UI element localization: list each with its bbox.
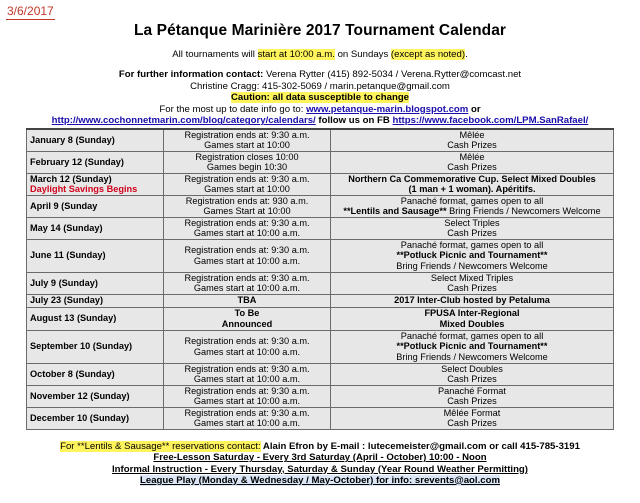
registration-line: Registration ends at: 9:30 a.m. — [184, 385, 310, 396]
start-time-highlight: start at 10:00 a.m. — [257, 49, 335, 60]
registration-line: Registration ends at: 9:30 a.m. — [184, 130, 310, 141]
registration-line: Registration ends at: 9:30 a.m. — [184, 336, 310, 347]
registration-line: Registration ends at: 9:30 a.m. — [184, 173, 310, 184]
league-text: League Play (Monday & Wednesday / May-October) for info: srevents@aol.com — [140, 474, 500, 486]
event-details-cell — [331, 294, 614, 307]
event-detail-line: Mêlée — [459, 130, 485, 141]
facebook-link[interactable]: https://www.facebook.com/LPM.SanRafael/ — [392, 115, 589, 127]
registration-line: Games start at 10:00 a.m. — [193, 346, 301, 357]
registration-line: Games start at 10:00 a.m. — [193, 255, 301, 266]
registration-line: Announced — [221, 318, 273, 329]
event-date-cell — [27, 385, 164, 407]
registration-line: To Be — [234, 308, 260, 319]
registration-line: Games begin 10:30 — [206, 162, 288, 172]
contact-verena: Verena Rytter (415) 892-5034 / Verena.Rytter@comcast.net — [263, 69, 522, 80]
calendar-row — [27, 272, 614, 294]
event-detail-line: Panaché Format — [438, 385, 506, 396]
event-registration-cell — [164, 217, 331, 239]
event-details-cell — [331, 151, 614, 173]
event-detail-line: Panaché format, games open to all — [400, 331, 544, 342]
registration-line: Games start at 10:00 a.m. — [193, 228, 301, 238]
document-date: 3/6/2017 — [7, 4, 54, 18]
intro-text-2: on Sundays — [334, 49, 391, 60]
event-date: December 10 (Sunday) — [30, 412, 130, 423]
event-date-cell — [27, 239, 164, 272]
intro-text-3: . — [465, 49, 468, 60]
event-detail-line: Cash Prizes — [447, 140, 497, 151]
uptodate-text: For the most up to date info go to: — [159, 103, 307, 115]
intro-line — [0, 49, 640, 61]
event-details-cell — [331, 217, 614, 239]
event-date: July 23 (Sunday) — [30, 295, 104, 306]
event-details-cell — [331, 272, 614, 294]
event-details-cell — [331, 173, 614, 195]
event-detail-line: Cash Prizes — [447, 283, 497, 293]
intro-text: All tournaments will — [172, 49, 258, 60]
event-date-cell — [27, 272, 164, 294]
event-registration-cell — [164, 407, 331, 429]
event-detail-line: 2017 Inter-Club hosted by Petaluma — [394, 295, 550, 306]
event-registration-cell — [164, 173, 331, 195]
event-registration-cell — [164, 330, 331, 363]
calendar-row — [27, 294, 614, 307]
registration-line: Games start at 10:00 — [204, 184, 290, 194]
event-details-cell — [331, 195, 614, 217]
calendar-row — [27, 173, 614, 195]
event-date-note: Daylight Savings Begins — [30, 184, 138, 194]
event-detail-line: Cash Prizes — [447, 418, 497, 428]
registration-line: TBA — [237, 295, 257, 306]
event-detail-line: Panaché format, games open to all — [400, 240, 544, 251]
registration-line: Games start at 10:00 a.m. — [193, 283, 301, 293]
league-line — [0, 475, 640, 486]
exception-highlight: (except as noted) — [390, 49, 466, 60]
registration-line: Registration ends at: 930 a.m. — [185, 195, 309, 206]
contact-line-1 — [0, 69, 640, 81]
lentils-line — [0, 441, 640, 452]
calendar-row — [27, 129, 614, 151]
registration-line: Registration ends at: 9:30 a.m. — [184, 272, 310, 283]
event-detail-line: Bring Friends / Newcomers Welcome — [396, 260, 548, 271]
calendar-row — [27, 151, 614, 173]
event-detail-line: Select Mixed Triples — [430, 272, 514, 283]
lentils-label: For **Lentils & Sausage** reservations contact: — [60, 441, 261, 452]
tournament-calendar-table — [26, 128, 614, 430]
page-title: La Pétanque Marinière 2017 Tournament Calendar — [133, 22, 507, 39]
event-date-cell — [27, 151, 164, 173]
links-line — [0, 115, 640, 127]
caution-line — [0, 92, 640, 104]
event-details-cell — [331, 239, 614, 272]
blog-link[interactable]: www.petanque-marin.blogspot.com — [306, 103, 469, 115]
lentils-sausage-label: **Lentils and Sausage** — [343, 206, 447, 216]
event-detail-line: Northern Ca Commemorative Cup. Select Mixed Doubles — [348, 173, 596, 184]
event-registration-cell — [164, 272, 331, 294]
fb-text: follow us on FB — [315, 115, 393, 127]
event-detail-line: Cash Prizes — [447, 228, 497, 238]
event-details-cell — [331, 363, 614, 385]
event-date: June 11 (Sunday) — [30, 250, 106, 261]
registration-line: Registration ends at: 9:30 a.m. — [184, 407, 310, 418]
event-detail-line: Mêlée Format — [443, 407, 501, 418]
event-date-cell — [27, 294, 164, 307]
informal-instruction-line: Informal Instruction - Every Thursday, Saturday & Sunday (Year Round Weather Permitting) — [112, 463, 528, 475]
calendar-row — [27, 363, 614, 385]
event-detail-line: Cash Prizes — [447, 162, 497, 172]
calendar-row — [27, 407, 614, 429]
calendar-row — [27, 330, 614, 363]
event-date: July 9 (Sunday) — [30, 277, 98, 288]
event-detail-line: Select Triples — [444, 217, 500, 228]
contact-label: For further information contact: — [118, 69, 264, 80]
event-registration-cell — [164, 385, 331, 407]
registration-line: Registration closes 10:00 — [195, 151, 299, 162]
uptodate-line — [0, 104, 640, 116]
event-detail-line: (1 man + 1 woman). Apéritifs. — [408, 184, 536, 194]
event-date: May 14 (Sunday) — [30, 222, 103, 233]
calendar-row — [27, 195, 614, 217]
or-text: or — [468, 103, 481, 115]
calendar-row — [27, 217, 614, 239]
contact-line-2: Christine Cragg: 415-302-5069 / marin.petanque@gmail.com — [190, 80, 450, 92]
event-date-cell — [27, 307, 164, 330]
event-detail-line: Cash Prizes — [447, 396, 497, 406]
event-registration-cell — [164, 195, 331, 217]
event-detail-line: Mêlée — [459, 151, 485, 162]
event-registration-cell — [164, 129, 331, 151]
event-detail-line: Bring Friends / Newcomers Welcome — [396, 351, 548, 362]
event-date: January 8 (Sunday) — [30, 135, 115, 146]
event-details-cell — [331, 385, 614, 407]
contact-block — [0, 69, 640, 127]
event-date-cell — [27, 173, 164, 195]
event-registration-cell — [164, 294, 331, 307]
event-registration-cell — [164, 363, 331, 385]
event-detail-line: **Potluck Picnic and Tournament** — [396, 341, 548, 352]
newcomers-text: Bring Friends / Newcomers Welcome — [446, 206, 601, 216]
event-date-cell — [27, 195, 164, 217]
event-date-cell — [27, 217, 164, 239]
lentils-contact: Alain Efron by E-mail : lutecemeister@gmail.com or call 415-785-3191 — [260, 441, 580, 452]
event-date: September 10 (Sunday) — [30, 341, 133, 352]
event-detail-line: Select Doubles — [441, 363, 503, 374]
calendar-row — [27, 385, 614, 407]
calendar-body — [27, 129, 614, 429]
caution-text: Caution: all data susceptible to change — [230, 92, 410, 104]
event-registration-cell — [164, 151, 331, 173]
registration-line: Registration ends at: 9:30 a.m. — [184, 363, 310, 374]
registration-line: Games start at 10:00 — [204, 140, 290, 151]
event-date: November 12 (Sunday) — [30, 390, 130, 401]
event-date: April 9 (Sunday — [30, 200, 98, 211]
event-date-cell — [27, 407, 164, 429]
registration-line: Games Start at 10:00 — [203, 206, 291, 216]
registration-line: Games start at 10:00 a.m. — [193, 374, 301, 384]
event-details-cell — [331, 330, 614, 363]
cochonnet-link[interactable]: http://www.cochonnetmarin.com/blog/category/calendars/ — [51, 115, 316, 127]
calendar-row — [27, 307, 614, 330]
event-details-cell — [331, 307, 614, 330]
free-lesson-line: Free-Lesson Saturday - Every 3rd Saturday (April - October) 10:00 - Noon — [153, 452, 487, 464]
event-detail-line: Mixed Doubles — [439, 318, 505, 329]
event-registration-cell — [164, 239, 331, 272]
registration-line: Games start at 10:00 a.m. — [193, 418, 301, 428]
event-date: March 12 (Sunday) — [30, 173, 112, 184]
event-detail-line: Cash Prizes — [447, 374, 497, 384]
event-date-cell — [27, 363, 164, 385]
event-date: February 12 (Sunday) — [30, 156, 124, 167]
registration-line: Registration ends at: 9:30 a.m. — [184, 217, 310, 228]
event-detail-line: Panaché format, games open to all — [400, 195, 544, 206]
event-date: October 8 (Sunday) — [30, 368, 115, 379]
registration-line: Registration ends at: 9:30 a.m. — [184, 245, 310, 256]
event-detail-line: **Potluck Picnic and Tournament** — [396, 250, 548, 261]
registration-line: Games start at 10:00 a.m. — [193, 396, 301, 406]
event-detail-line — [334, 206, 610, 216]
event-registration-cell — [164, 307, 331, 330]
calendar-row — [27, 239, 614, 272]
event-details-cell — [331, 129, 614, 151]
event-detail-line: FPUSA Inter-Regional — [424, 308, 520, 319]
footer-block — [0, 441, 640, 486]
event-date-cell — [27, 129, 164, 151]
event-details-cell — [331, 407, 614, 429]
event-date: August 13 (Sunday) — [30, 313, 117, 324]
event-date-cell — [27, 330, 164, 363]
